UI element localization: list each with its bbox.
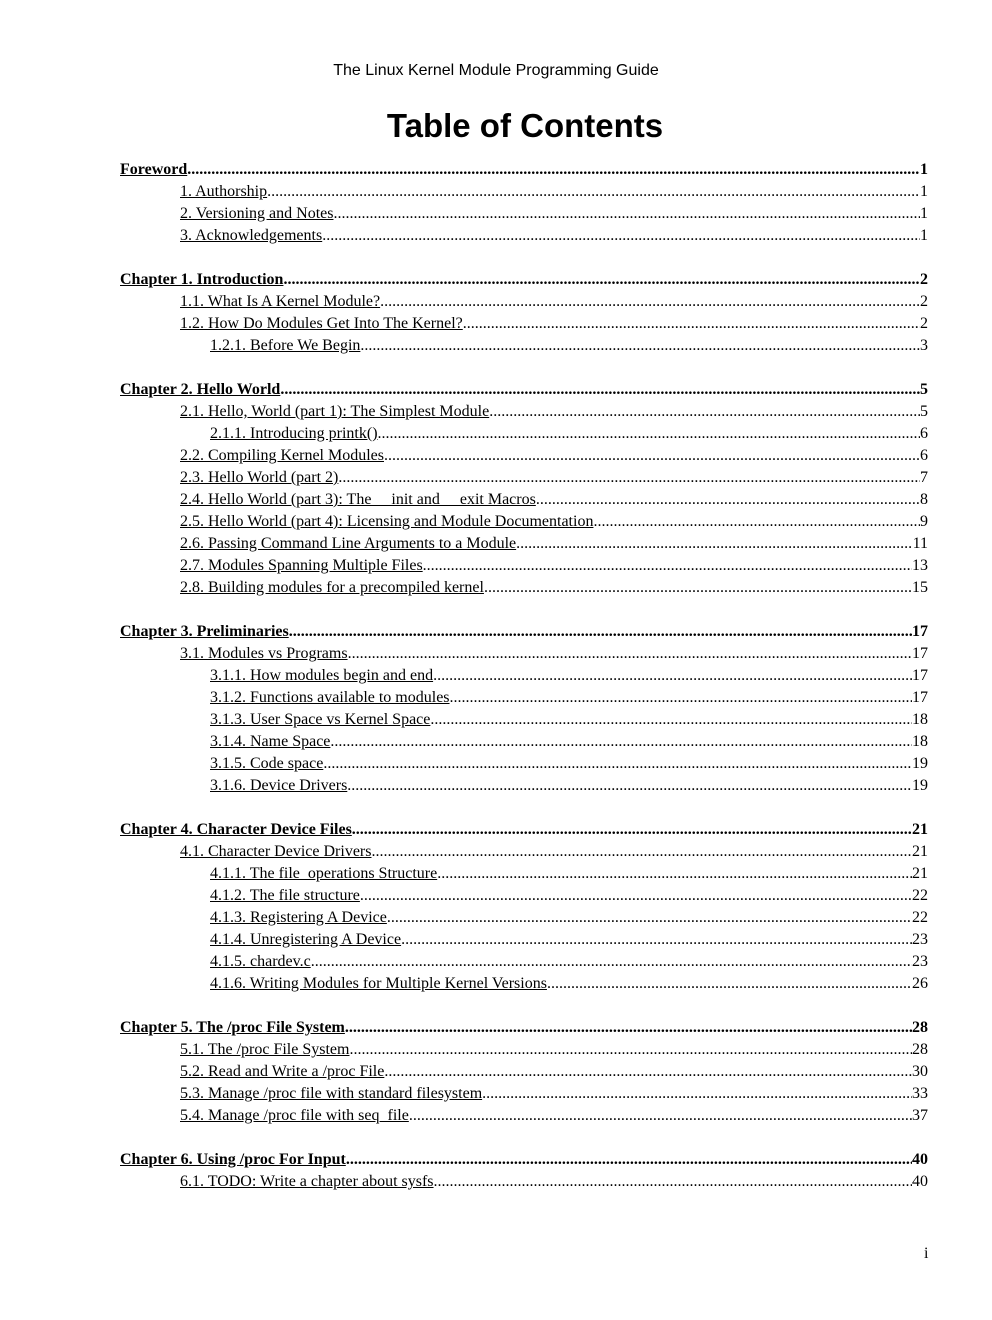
dot-leader (311, 951, 912, 973)
toc-page-number: 3 (920, 337, 928, 354)
dot-leader (322, 225, 920, 247)
toc-page-number: 40 (912, 1173, 928, 1190)
toc-link[interactable]: 1.1. What Is A Kernel Module? (180, 293, 381, 310)
toc-section-entry[interactable] (120, 555, 928, 577)
toc-section-entry[interactable] (120, 203, 928, 225)
toc-page-number: 11 (912, 535, 928, 552)
dot-leader (482, 1083, 912, 1105)
toc-section-entry[interactable] (120, 709, 928, 731)
dot-leader (187, 159, 920, 181)
toc-page-number: 18 (912, 711, 928, 728)
toc-section-entry[interactable] (120, 423, 928, 445)
toc-section-entry[interactable] (120, 181, 928, 203)
toc-section-entry[interactable] (120, 1039, 928, 1061)
toc-link[interactable]: Chapter 5. The /proc File System (120, 1019, 345, 1036)
toc-page-number: 7 (920, 469, 928, 486)
toc-page-number: 40 (912, 1151, 928, 1168)
toc-section-entry[interactable] (120, 907, 928, 929)
toc-link[interactable]: 6.1. TODO: Write a chapter about sysfs (180, 1173, 434, 1190)
toc-chapter-entry[interactable] (120, 1017, 928, 1039)
toc-page-number: 21 (912, 865, 928, 882)
dot-leader (401, 929, 912, 951)
toc-section-entry[interactable] (120, 577, 928, 599)
dot-leader (547, 973, 912, 995)
dot-leader (430, 709, 912, 731)
dot-leader (516, 533, 912, 555)
dot-leader (345, 1017, 912, 1039)
dot-leader (280, 379, 920, 401)
dot-leader (289, 621, 912, 643)
toc-link[interactable]: 2.7. Modules Spanning Multiple Files (180, 557, 423, 574)
toc-section-entry[interactable] (120, 291, 928, 313)
toc-page-number: 17 (912, 689, 928, 706)
toc-link[interactable]: 3.1.1. How modules begin and end (210, 667, 434, 684)
dot-leader (384, 445, 920, 467)
toc-link[interactable]: Foreword (120, 161, 188, 178)
toc-page-number: 8 (920, 491, 928, 508)
toc-chapter-entry[interactable] (120, 819, 928, 841)
toc-link[interactable]: 2.5. Hello World (part 4): Licensing and Module Documentation (180, 513, 594, 530)
toc-page-number: 17 (912, 623, 928, 640)
toc-link[interactable]: 5.3. Manage /proc file with standard filesystem (180, 1085, 483, 1102)
toc-section-entry[interactable] (120, 1105, 928, 1127)
dot-leader (484, 577, 912, 599)
dot-leader (349, 1039, 912, 1061)
toc-section-entry[interactable] (120, 687, 928, 709)
toc-link[interactable]: Chapter 6. Using /proc For Input (120, 1151, 346, 1168)
dot-leader (360, 885, 912, 907)
dot-leader (371, 841, 912, 863)
toc-section-entry[interactable] (120, 731, 928, 753)
dot-leader (433, 665, 912, 687)
toc-page-number: 18 (912, 733, 928, 750)
dot-leader (267, 181, 920, 203)
toc-page-number: 1 (920, 161, 928, 178)
toc-link[interactable]: 4.1.1. The file_operations Structure (210, 865, 438, 882)
dot-leader (463, 313, 920, 335)
dot-leader (348, 643, 912, 665)
toc-section-entry[interactable] (120, 489, 928, 511)
toc-section-entry[interactable] (120, 841, 928, 863)
dot-leader (384, 1061, 912, 1083)
toc-section-entry[interactable] (120, 225, 928, 247)
toc-page-number: 1 (920, 205, 928, 222)
toc-page-number: 9 (920, 513, 928, 530)
toc-section-entry[interactable] (120, 313, 928, 335)
toc-section-entry[interactable] (120, 533, 928, 555)
toc-page-number: 21 (912, 843, 928, 860)
toc-page-number: 28 (912, 1019, 928, 1036)
running-header: The Linux Kernel Module Programming Guide (333, 62, 659, 79)
dot-leader (378, 423, 920, 445)
dot-leader (347, 775, 912, 797)
dot-leader (450, 687, 912, 709)
toc-link[interactable]: 5.2. Read and Write a /proc File (180, 1063, 385, 1080)
toc-chapter-entry[interactable] (120, 379, 928, 401)
toc-link[interactable]: 5.1. The /proc File System (180, 1041, 350, 1058)
toc-page-number: 6 (920, 447, 928, 464)
toc-section-entry[interactable] (120, 775, 928, 797)
dot-leader (423, 555, 912, 577)
toc-section-entry[interactable] (120, 951, 928, 973)
toc-page-number: 2 (920, 271, 928, 288)
toc-page-number: 2 (920, 315, 928, 332)
toc-section-entry[interactable] (120, 1171, 928, 1193)
toc-page-number: 2 (920, 293, 928, 310)
toc-section-entry[interactable] (120, 445, 928, 467)
toc-section-entry[interactable] (120, 511, 928, 533)
toc-page-number: 33 (912, 1085, 928, 1102)
toc-link[interactable]: 3.1.6. Device Drivers (210, 777, 348, 794)
toc-chapter-entry[interactable] (120, 1149, 928, 1171)
toc-link[interactable]: 1. Authorship (180, 183, 268, 200)
dot-leader (338, 467, 920, 489)
toc-page-number: 19 (912, 777, 928, 794)
toc-page-number: 1 (920, 183, 928, 200)
toc-link[interactable]: 4.1.2. The file structure (210, 887, 360, 904)
toc-page-number: 22 (912, 887, 928, 904)
dot-leader (434, 1171, 912, 1193)
toc-link[interactable]: 2.1. Hello, World (part 1): The Simplest Module (180, 403, 490, 420)
section-spacer (120, 357, 928, 379)
dot-leader (489, 401, 920, 423)
section-spacer (120, 599, 928, 621)
toc-page-number: 17 (912, 645, 928, 662)
section-spacer (120, 995, 928, 1017)
toc-section-entry[interactable] (120, 753, 928, 775)
toc-section-entry[interactable] (120, 863, 928, 885)
toc-chapter-entry[interactable] (120, 269, 928, 291)
toc-link[interactable]: 5.4. Manage /proc file with seq_file (180, 1107, 409, 1124)
toc-page-number: 15 (912, 579, 928, 596)
toc-page-number: 37 (912, 1107, 928, 1124)
section-spacer (120, 1127, 928, 1149)
toc-page-number: 23 (912, 931, 928, 948)
toc-page-number: 30 (912, 1063, 928, 1080)
toc-section-entry[interactable] (120, 973, 928, 995)
dot-leader (593, 511, 920, 533)
toc-page-number: 17 (912, 667, 928, 684)
toc-link[interactable]: 1.2.1. Before We Begin (210, 337, 361, 354)
toc-link[interactable]: 3.1.4. Name Space (210, 733, 331, 750)
toc-link[interactable]: 2.1.1. Introducing printk() (210, 425, 378, 442)
toc-section-entry[interactable] (120, 929, 928, 951)
dot-leader (330, 731, 912, 753)
dot-leader (283, 269, 920, 291)
dot-leader (346, 1149, 912, 1171)
toc-page-number: 5 (920, 381, 928, 398)
toc-link[interactable]: 2.8. Building modules for a precompiled kernel (180, 579, 484, 596)
toc-link[interactable]: 3.1.3. User Space vs Kernel Space (210, 711, 431, 728)
toc-page-number: 22 (912, 909, 928, 926)
toc-section-entry[interactable] (120, 643, 928, 665)
toc-link[interactable]: 4.1.3. Registering A Device (210, 909, 387, 926)
toc-section-entry[interactable] (120, 335, 928, 357)
dot-leader (333, 203, 920, 225)
toc-section-entry[interactable] (120, 1061, 928, 1083)
toc-link[interactable]: 2.6. Passing Command Line Arguments to a Module (180, 535, 517, 552)
dot-leader (352, 819, 912, 841)
toc-page-number: 6 (920, 425, 928, 442)
toc-link[interactable]: 3. Acknowledgements (180, 227, 323, 244)
toc-link[interactable]: Chapter 1. Introduction (120, 271, 284, 288)
toc-section-entry[interactable] (120, 885, 928, 907)
dot-leader (380, 291, 920, 313)
toc-link[interactable]: 3.1.2. Functions available to modules (210, 689, 450, 706)
toc-page-number: 1 (920, 227, 928, 244)
toc-section-entry[interactable] (120, 665, 928, 687)
toc-link[interactable]: Chapter 4. Character Device Files (120, 821, 352, 838)
toc-link[interactable]: 2.2. Compiling Kernel Modules (180, 447, 384, 464)
dot-leader (360, 335, 920, 357)
toc-link[interactable]: 3.1.5. Code space (210, 755, 324, 772)
toc-link[interactable]: 3.1. Modules vs Programs (180, 645, 348, 662)
toc-link[interactable]: Chapter 2. Hello World (120, 381, 281, 398)
dot-leader (437, 863, 912, 885)
toc-link[interactable]: 1.2. How Do Modules Get Into The Kernel? (180, 315, 463, 332)
toc-section-entry[interactable] (120, 1083, 928, 1105)
page-title: Table of Contents (386, 107, 664, 144)
page-number: i (924, 1245, 929, 1262)
toc-link[interactable]: 2.4. Hello World (part 3): The __init and __exit Macros (180, 491, 536, 508)
toc-chapter-entry[interactable] (120, 159, 928, 181)
section-spacer (120, 797, 928, 819)
toc-section-entry[interactable] (120, 467, 928, 489)
toc-page-number: 5 (920, 403, 928, 420)
toc-link[interactable]: 2. Versioning and Notes (180, 205, 334, 222)
toc-page-number: 28 (912, 1041, 928, 1058)
toc-link[interactable]: 4.1.5. chardev.c (210, 953, 311, 970)
toc-page-number: 26 (912, 975, 928, 992)
toc-page-number: 19 (912, 755, 928, 772)
toc-link[interactable]: 2.3. Hello World (part 2) (180, 469, 339, 486)
dot-leader (409, 1105, 912, 1127)
toc-page-number: 23 (912, 953, 928, 970)
toc-link[interactable]: 4.1. Character Device Drivers (180, 843, 372, 860)
toc-link[interactable]: 4.1.4. Unregistering A Device (210, 931, 402, 948)
table-of-contents (120, 159, 928, 1193)
toc-page-number: 13 (912, 557, 928, 574)
dot-leader (536, 489, 920, 511)
toc-page-number: 21 (912, 821, 928, 838)
toc-link[interactable]: 4.1.6. Writing Modules for Multiple Kernel Versions (210, 975, 547, 992)
toc-section-entry[interactable] (120, 401, 928, 423)
toc-link[interactable]: Chapter 3. Preliminaries (120, 623, 289, 640)
dot-leader (323, 753, 912, 775)
section-spacer (120, 247, 928, 269)
toc-chapter-entry[interactable] (120, 621, 928, 643)
dot-leader (387, 907, 912, 929)
